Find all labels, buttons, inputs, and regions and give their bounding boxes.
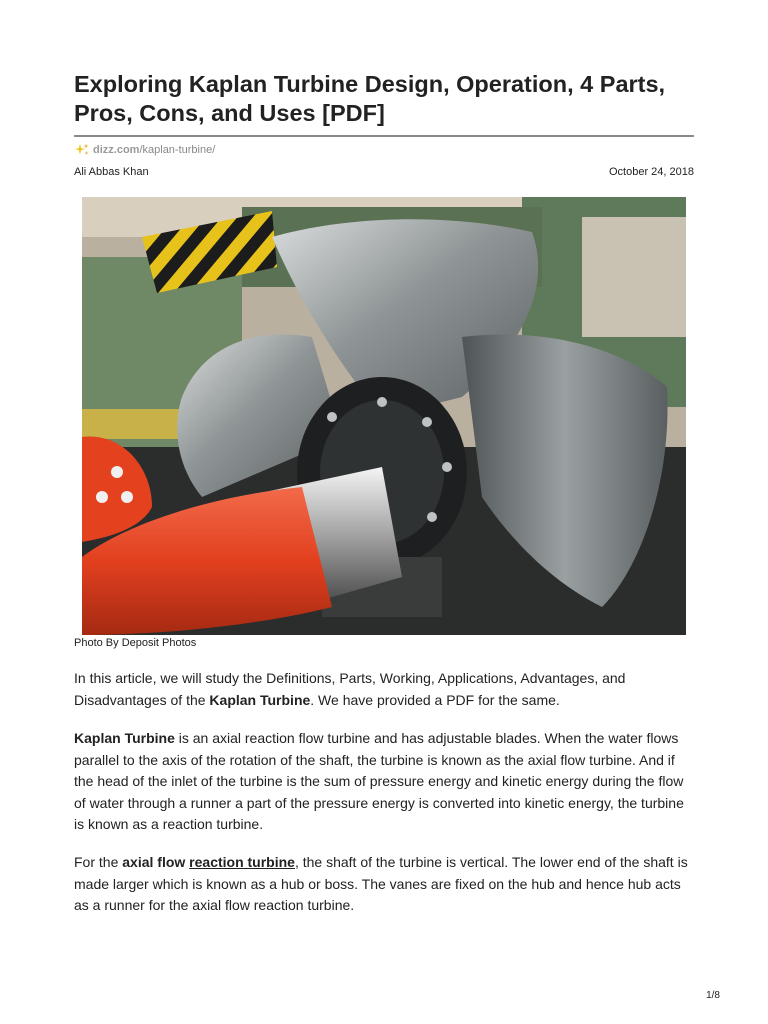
bold-term: axial flow (122, 854, 186, 870)
definition-paragraph (74, 728, 694, 836)
source-line[interactable] (74, 143, 215, 157)
source-domain: dizz.com (93, 144, 140, 156)
source-path: /kaplan-turbine/ (139, 144, 216, 156)
sparkle-icon (74, 143, 90, 157)
author-name: Ali Abbas Khan (74, 166, 149, 178)
publish-date: October 24, 2018 (608, 166, 694, 178)
text-run: is an axial reaction flow turbine and has adjustable blades. When the water flows parallel to the axis of the rotation of the shaft, the turbine is known as the axial flow turbine. And if the head of the inlet of the turbine is the sum of pressure energy and kinetic energy during the flow of water through a runner a part of the pressure energy is converted into kinetic energy, the turbine is known as a reaction turbine. (74, 730, 684, 832)
intro-paragraph (74, 668, 694, 711)
article-title: Exploring Kaplan Turbine Design, Operation, 4 Parts, Pros, Cons, and Uses [PDF] (74, 71, 666, 126)
text-run: . We have provided a PDF for the same. (310, 691, 560, 708)
photo-caption: Photo By Deposit Photos (74, 637, 197, 649)
text-run: In this article, we will study the Definitions, Parts, Working, Applications, Advantages, and Disadvantages of the (74, 670, 626, 708)
bold-term: Kaplan Turbine (209, 691, 311, 708)
text-run: For the (74, 854, 123, 870)
reaction-turbine-link[interactable]: reaction turbine (189, 854, 295, 870)
article-photo (82, 197, 686, 635)
title-divider (74, 135, 694, 137)
page-number: 1/8 (706, 990, 720, 1001)
text-run: , the shaft of the turbine is vertical. The lower end of the shaft is made larger which is known as a hub or boss. The vanes are fixed on the hub and hence hub acts as a runner for the axial flow reaction turbine. (74, 854, 688, 913)
bold-term: Kaplan Turbine (74, 730, 175, 746)
axial-flow-paragraph (74, 852, 694, 917)
kaplan-turbine-photo (82, 197, 686, 635)
